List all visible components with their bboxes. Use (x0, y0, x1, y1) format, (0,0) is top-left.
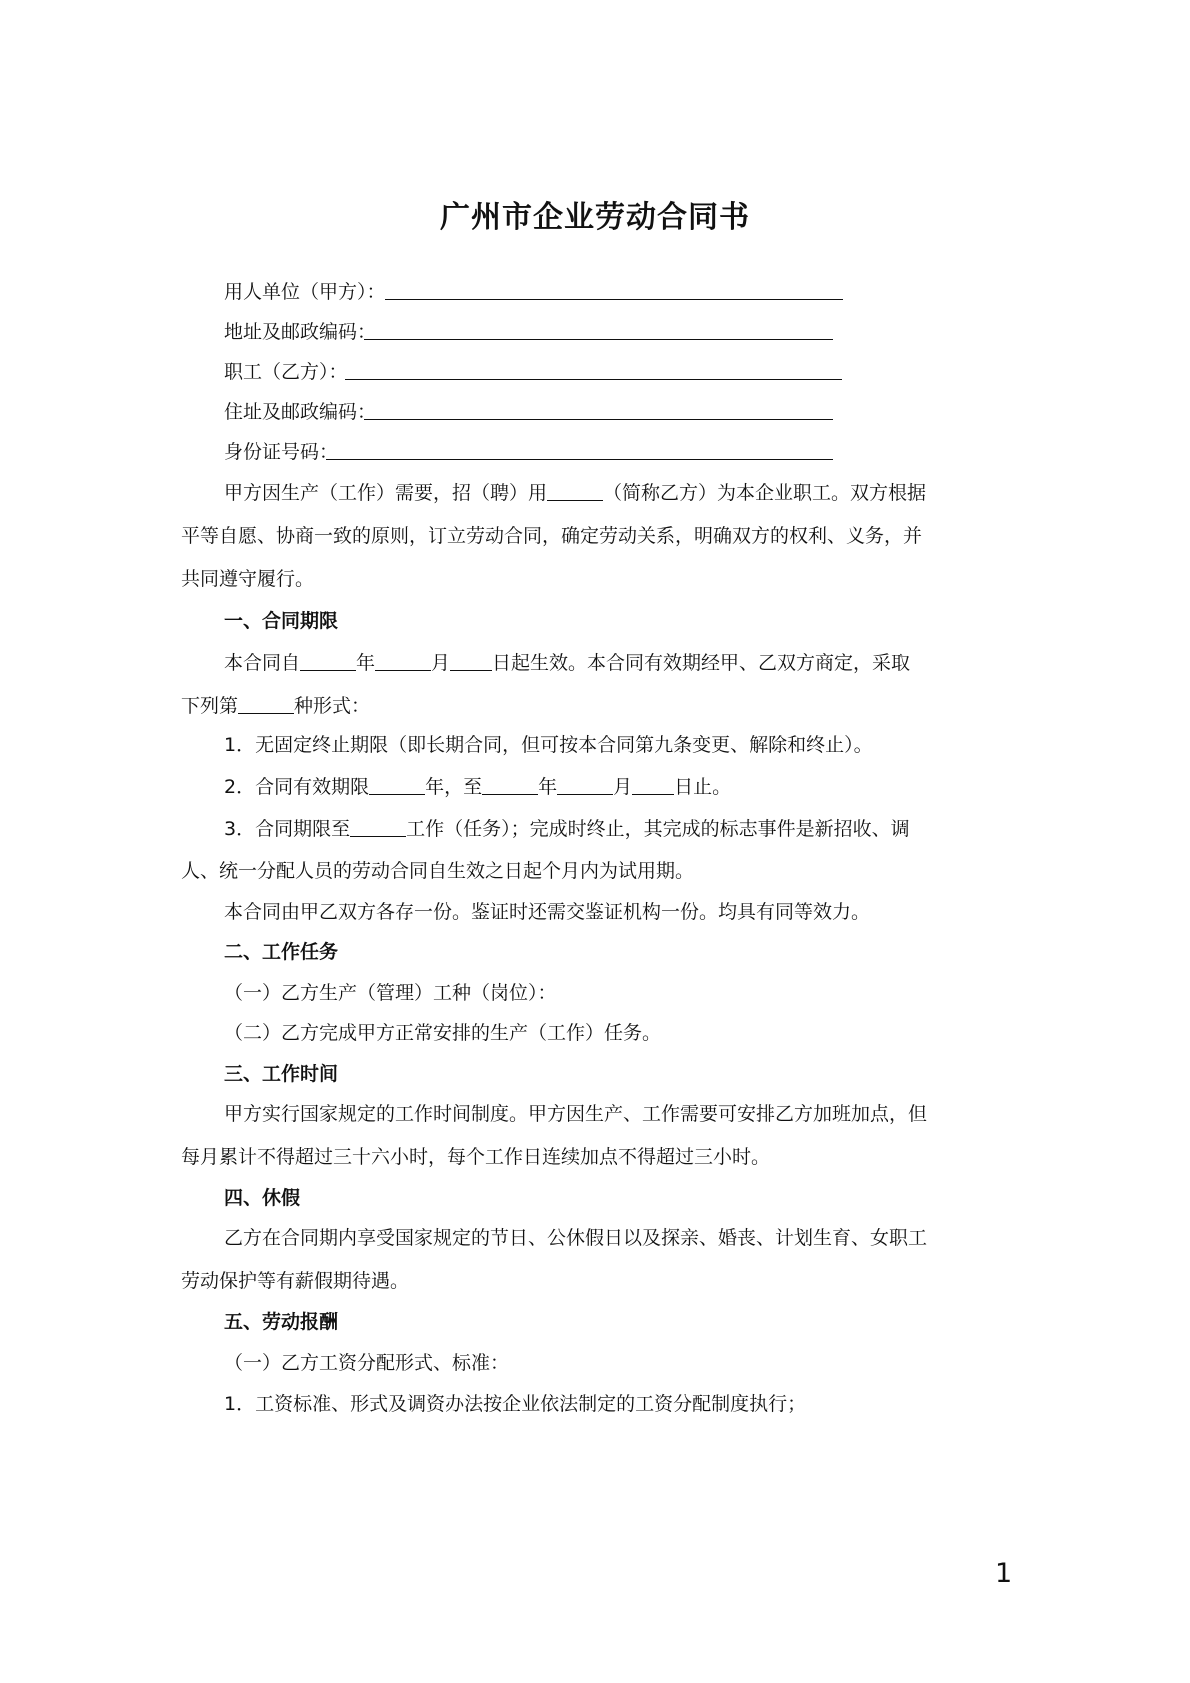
employer-blank[interactable] (385, 299, 843, 300)
s1-text: 年 (538, 776, 558, 798)
employee-name-blank[interactable] (547, 480, 603, 501)
s1-line-2 (181, 693, 370, 718)
task-blank[interactable] (350, 816, 406, 837)
section-4-heading: 四、休假 (224, 1187, 301, 1209)
s1-copies: 本合同由甲乙双方各存一份。鉴证时还需交鉴证机构一份。均具有同等效力。 (224, 901, 871, 923)
employer-label: 用人单位（甲方）： (224, 281, 386, 303)
s3-line-1: 甲方实行国家规定的工作时间制度。甲方因生产、工作需要可安排乙方加班加点，但 (224, 1103, 928, 1125)
s5-item-1: 1．工资标准、形式及调资办法按企业依法制定的工资分配制度执行； (224, 1393, 807, 1415)
s1-text: 2．合同有效期限 (224, 776, 370, 798)
employee-address-blank[interactable] (364, 419, 833, 420)
s1-text: 月 (431, 652, 451, 674)
intro-text-a: 甲方因生产（工作）需要，招（聘）用 (224, 482, 548, 504)
s4-line-2: 劳动保护等有薪假期待遇。 (181, 1270, 410, 1292)
s1-line-1 (224, 650, 910, 675)
end-month-blank[interactable] (557, 774, 613, 795)
s1-text: 日起生效。本合同有效期经甲、乙双方商定，采取 (492, 652, 911, 674)
s1-item-2 (224, 774, 731, 799)
s1-text: 3．合同期限至 (224, 818, 351, 840)
s1-text: 年，至 (425, 776, 483, 798)
employer-address-label: 地址及邮政编码： (224, 321, 377, 343)
end-year-blank[interactable] (482, 774, 538, 795)
s2-item-a: （一）乙方生产（管理）工种（岗位）： (224, 982, 557, 1004)
s1-item-3 (224, 816, 910, 841)
s1-text: 下列第 (181, 695, 239, 717)
s1-text: 日止。 (674, 776, 732, 798)
section-3-heading: 三、工作时间 (224, 1063, 339, 1085)
intro-line-1 (224, 480, 926, 505)
s5-item-a: （一）乙方工资分配形式、标准： (224, 1352, 510, 1374)
section-5-heading: 五、劳动报酬 (224, 1311, 339, 1333)
intro-line-2: 平等自愿、协商一致的原则，订立劳动合同，确定劳动关系，明确双方的权利、义务，并 (181, 525, 923, 547)
id-number-blank[interactable] (326, 459, 833, 460)
s1-text: 月 (613, 776, 633, 798)
end-day-blank[interactable] (632, 774, 674, 795)
employee-address-label: 住址及邮政编码： (224, 401, 377, 423)
section-2-heading: 二、工作任务 (224, 941, 339, 963)
page-number: 1 (995, 1558, 1013, 1589)
term-years-blank[interactable] (369, 774, 425, 795)
employee-label: 职工（乙方）： (224, 361, 348, 383)
start-year-blank[interactable] (300, 650, 356, 671)
start-month-blank[interactable] (375, 650, 431, 671)
start-day-blank[interactable] (450, 650, 492, 671)
form-choice-blank[interactable] (238, 693, 294, 714)
s1-text: 工作（任务）；完成时终止，其完成的标志事件是新招收、调 (406, 818, 910, 840)
document-title: 广州市企业劳动合同书 (440, 200, 750, 235)
section-1-heading: 一、合同期限 (224, 610, 339, 632)
s1-text: 种形式： (294, 695, 371, 717)
s1-item-3-cont: 人、统一分配人员的劳动合同自生效之日起个月内为试用期。 (181, 860, 695, 882)
id-number-label: 身份证号码： (224, 441, 339, 463)
intro-line-3: 共同遵守履行。 (181, 568, 315, 590)
s1-text: 本合同自 (224, 652, 301, 674)
intro-text-b: （简称乙方）为本企业职工。双方根据 (603, 482, 927, 504)
s1-text: 年 (356, 652, 376, 674)
s3-line-2: 每月累计不得超过三十六小时，每个工作日连续加点不得超过三小时。 (181, 1146, 771, 1168)
s4-line-1: 乙方在合同期内享受国家规定的节日、公休假日以及探亲、婚丧、计划生育、女职工 (224, 1227, 928, 1249)
s1-item-1: 1．无固定终止期限（即长期合同，但可按本合同第九条变更、解除和终止）。 (224, 734, 873, 756)
employer-address-blank[interactable] (364, 339, 833, 340)
employee-blank[interactable] (345, 379, 842, 380)
s2-item-b: （二）乙方完成甲方正常安排的生产（工作）任务。 (224, 1022, 662, 1044)
